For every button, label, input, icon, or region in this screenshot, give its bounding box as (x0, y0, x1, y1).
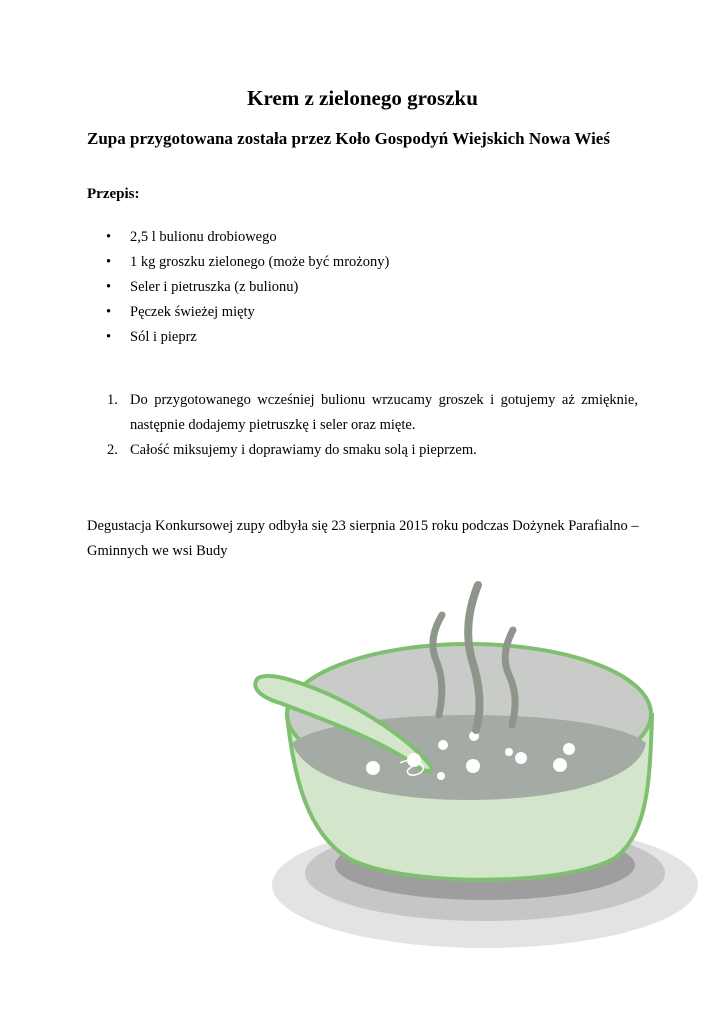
bullet-icon: • (106, 229, 112, 245)
ingredient-text: Seler i pietruszka (z bulionu) (130, 279, 299, 295)
ingredient-text: 1 kg groszku zielonego (może być mrożony) (130, 254, 390, 270)
ingredient-text: Pęczek świeżej mięty (130, 304, 255, 320)
list-item (87, 328, 389, 353)
step-number: 1. (107, 392, 118, 408)
list-item (87, 303, 389, 328)
step-text: Całość miksujemy i doprawiamy do smaku solą i pieprzem. (130, 442, 477, 458)
ingredient-text: 2,5 l bulionu drobiowego (130, 229, 277, 245)
bullet-icon: • (106, 279, 112, 295)
recipe-label: Przepis: (87, 186, 140, 202)
document-title: Krem z zielonego groszku (247, 86, 478, 110)
soup-bowl-icon (230, 575, 700, 960)
bullet-icon: • (106, 254, 112, 270)
list-item (87, 438, 638, 463)
bullet-icon: • (106, 304, 112, 320)
list-item (87, 253, 389, 278)
bullet-icon: • (106, 329, 112, 345)
ingredients-list (87, 228, 389, 353)
list-item (87, 228, 389, 253)
step-number: 2. (107, 442, 118, 458)
ingredient-text: Sól i pieprz (130, 329, 197, 345)
list-item (87, 278, 389, 303)
list-item (87, 388, 638, 438)
tasting-note: Degustacja Konkursowej zupy odbyła się 23 sierpnia 2015 roku podczas Dożynek Parafialno – Gminnych we wsi Budy (87, 518, 639, 559)
document-subtitle: Zupa przygotowana została przez Koło Gospodyń Wiejskich Nowa Wieś (87, 129, 610, 148)
steps-list (87, 388, 638, 463)
step-text: Do przygotowanego wcześniej bulionu wrzucamy groszek i gotujemy aż zmięknie, następnie dodajemy pietruszkę i seler oraz mięte. (130, 392, 638, 433)
